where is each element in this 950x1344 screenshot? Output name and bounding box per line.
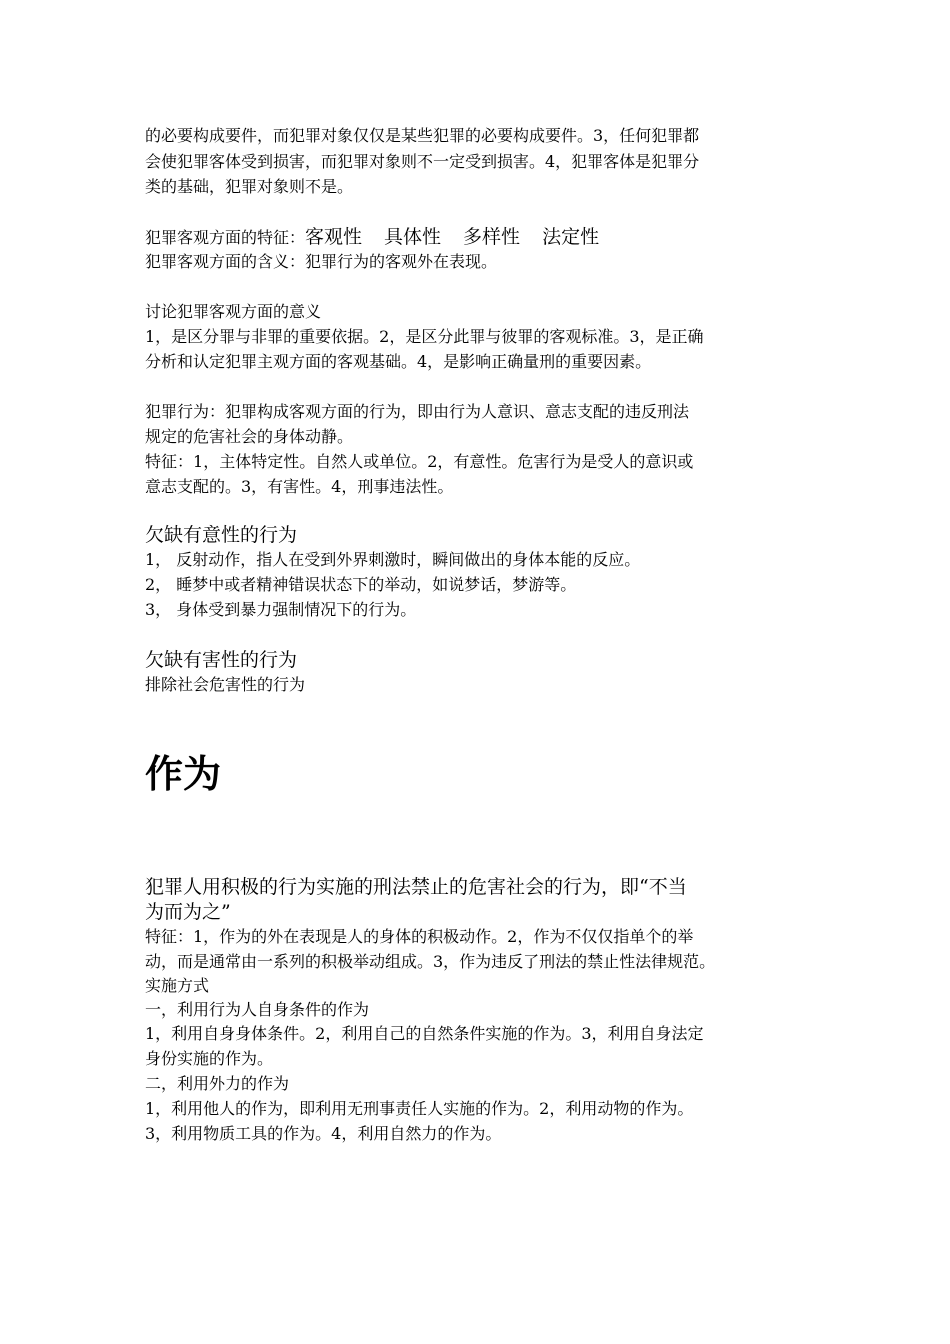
paragraph-line: 1，是区分罪与非罪的重要依据。2，是区分此罪与彼罪的客观标准。3，是正确 [145,327,704,346]
features-line [145,226,599,249]
lack-harm-heading: 欠缺有害性的行为 [145,649,298,671]
paragraph-line: 类的基础，犯罪对象则不是。 [145,177,354,196]
lack-intent-heading: 欠缺有意性的行为 [145,524,298,546]
criminal-act-text: ：犯罪构成客观方面的行为，即由行为人意识、意志支配的违反刑法 [209,402,690,421]
methods-subheading: 二，利用外力的作为 [145,1074,290,1093]
feature-item: 多样性 [463,226,521,248]
paragraph-line: 分析和认定犯罪主观方面的客观基础。4，是影响正确量刑的重要因素。 [145,352,652,371]
paragraph-line: 3，利用物质工具的作为。4，利用自然力的作为。 [145,1124,502,1143]
feature-item: 法定性 [542,226,600,248]
meaning-line: 犯罪客观方面的含义：犯罪行为的客观外在表现。 [145,252,498,271]
paragraph-line: 身份实施的作为。 [145,1049,274,1068]
definition-line: 为而为之” [145,901,231,923]
list-item: 3， 身体受到暴力强制情况下的行为。 [145,600,417,619]
paragraph-line: 意志支配的。3，有害性。4，刑事违法性。 [145,477,454,496]
list-item: 1， 反射动作，指人在受到外界刺激时，瞬间做出的身体本能的反应。 [145,550,641,569]
methods-subheading: 一，利用行为人自身条件的作为 [145,1000,370,1019]
paragraph-line: 排除社会危害性的行为 [145,675,306,694]
section-title: 作为 [145,752,222,796]
paragraph-line: 会使犯罪客体受到损害，而犯罪对象则不一定受到损害。4，犯罪客体是犯罪分 [145,152,700,171]
features-detail-text: ：1，主体特定性。自然人或单位。2，有意性。危害行为是受人的意识或 [177,452,694,471]
feature-item: 具体性 [384,226,442,248]
paragraph-line: 动，而是通常由一系列的积极举动组成。3，作为违反了刑法的禁止性法律规范。 [145,952,716,971]
definition-line: 犯罪人用积极的行为实施的刑法禁止的危害社会的行为，即“不当 [145,876,687,898]
criminal-act-line [145,401,689,423]
feature-item: 客观性 [305,226,363,248]
criminal-act-label: 犯罪行为 [145,402,210,421]
features-label: 犯罪客观方面的特征： [145,228,306,247]
methods-heading: 实施方式 [145,976,210,995]
paragraph-line: 规定的危害社会的身体动静。 [145,427,354,446]
paragraph-line: 的必要构成要件，而犯罪对象仅仅是某些犯罪的必要构成要件。3，任何犯罪都 [145,126,700,145]
paragraph-line: 特征：1，作为的外在表现是人的身体的积极动作。2，作为不仅仅指单个的举 [145,927,694,946]
features-detail-label: 特征 [145,452,178,471]
significance-heading: 讨论犯罪客观方面的意义 [145,302,322,321]
paragraph-line: 1，利用自身身体条件。2，利用自己的自然条件实施的作为。3，利用自身法定 [145,1024,704,1043]
features-detail-line [145,451,693,473]
paragraph-line: 1，利用他人的作为，即利用无刑事责任人实施的作为。2，利用动物的作为。 [145,1099,694,1118]
list-item: 2， 睡梦中或者精神错误状态下的举动，如说梦话，梦游等。 [145,575,577,594]
